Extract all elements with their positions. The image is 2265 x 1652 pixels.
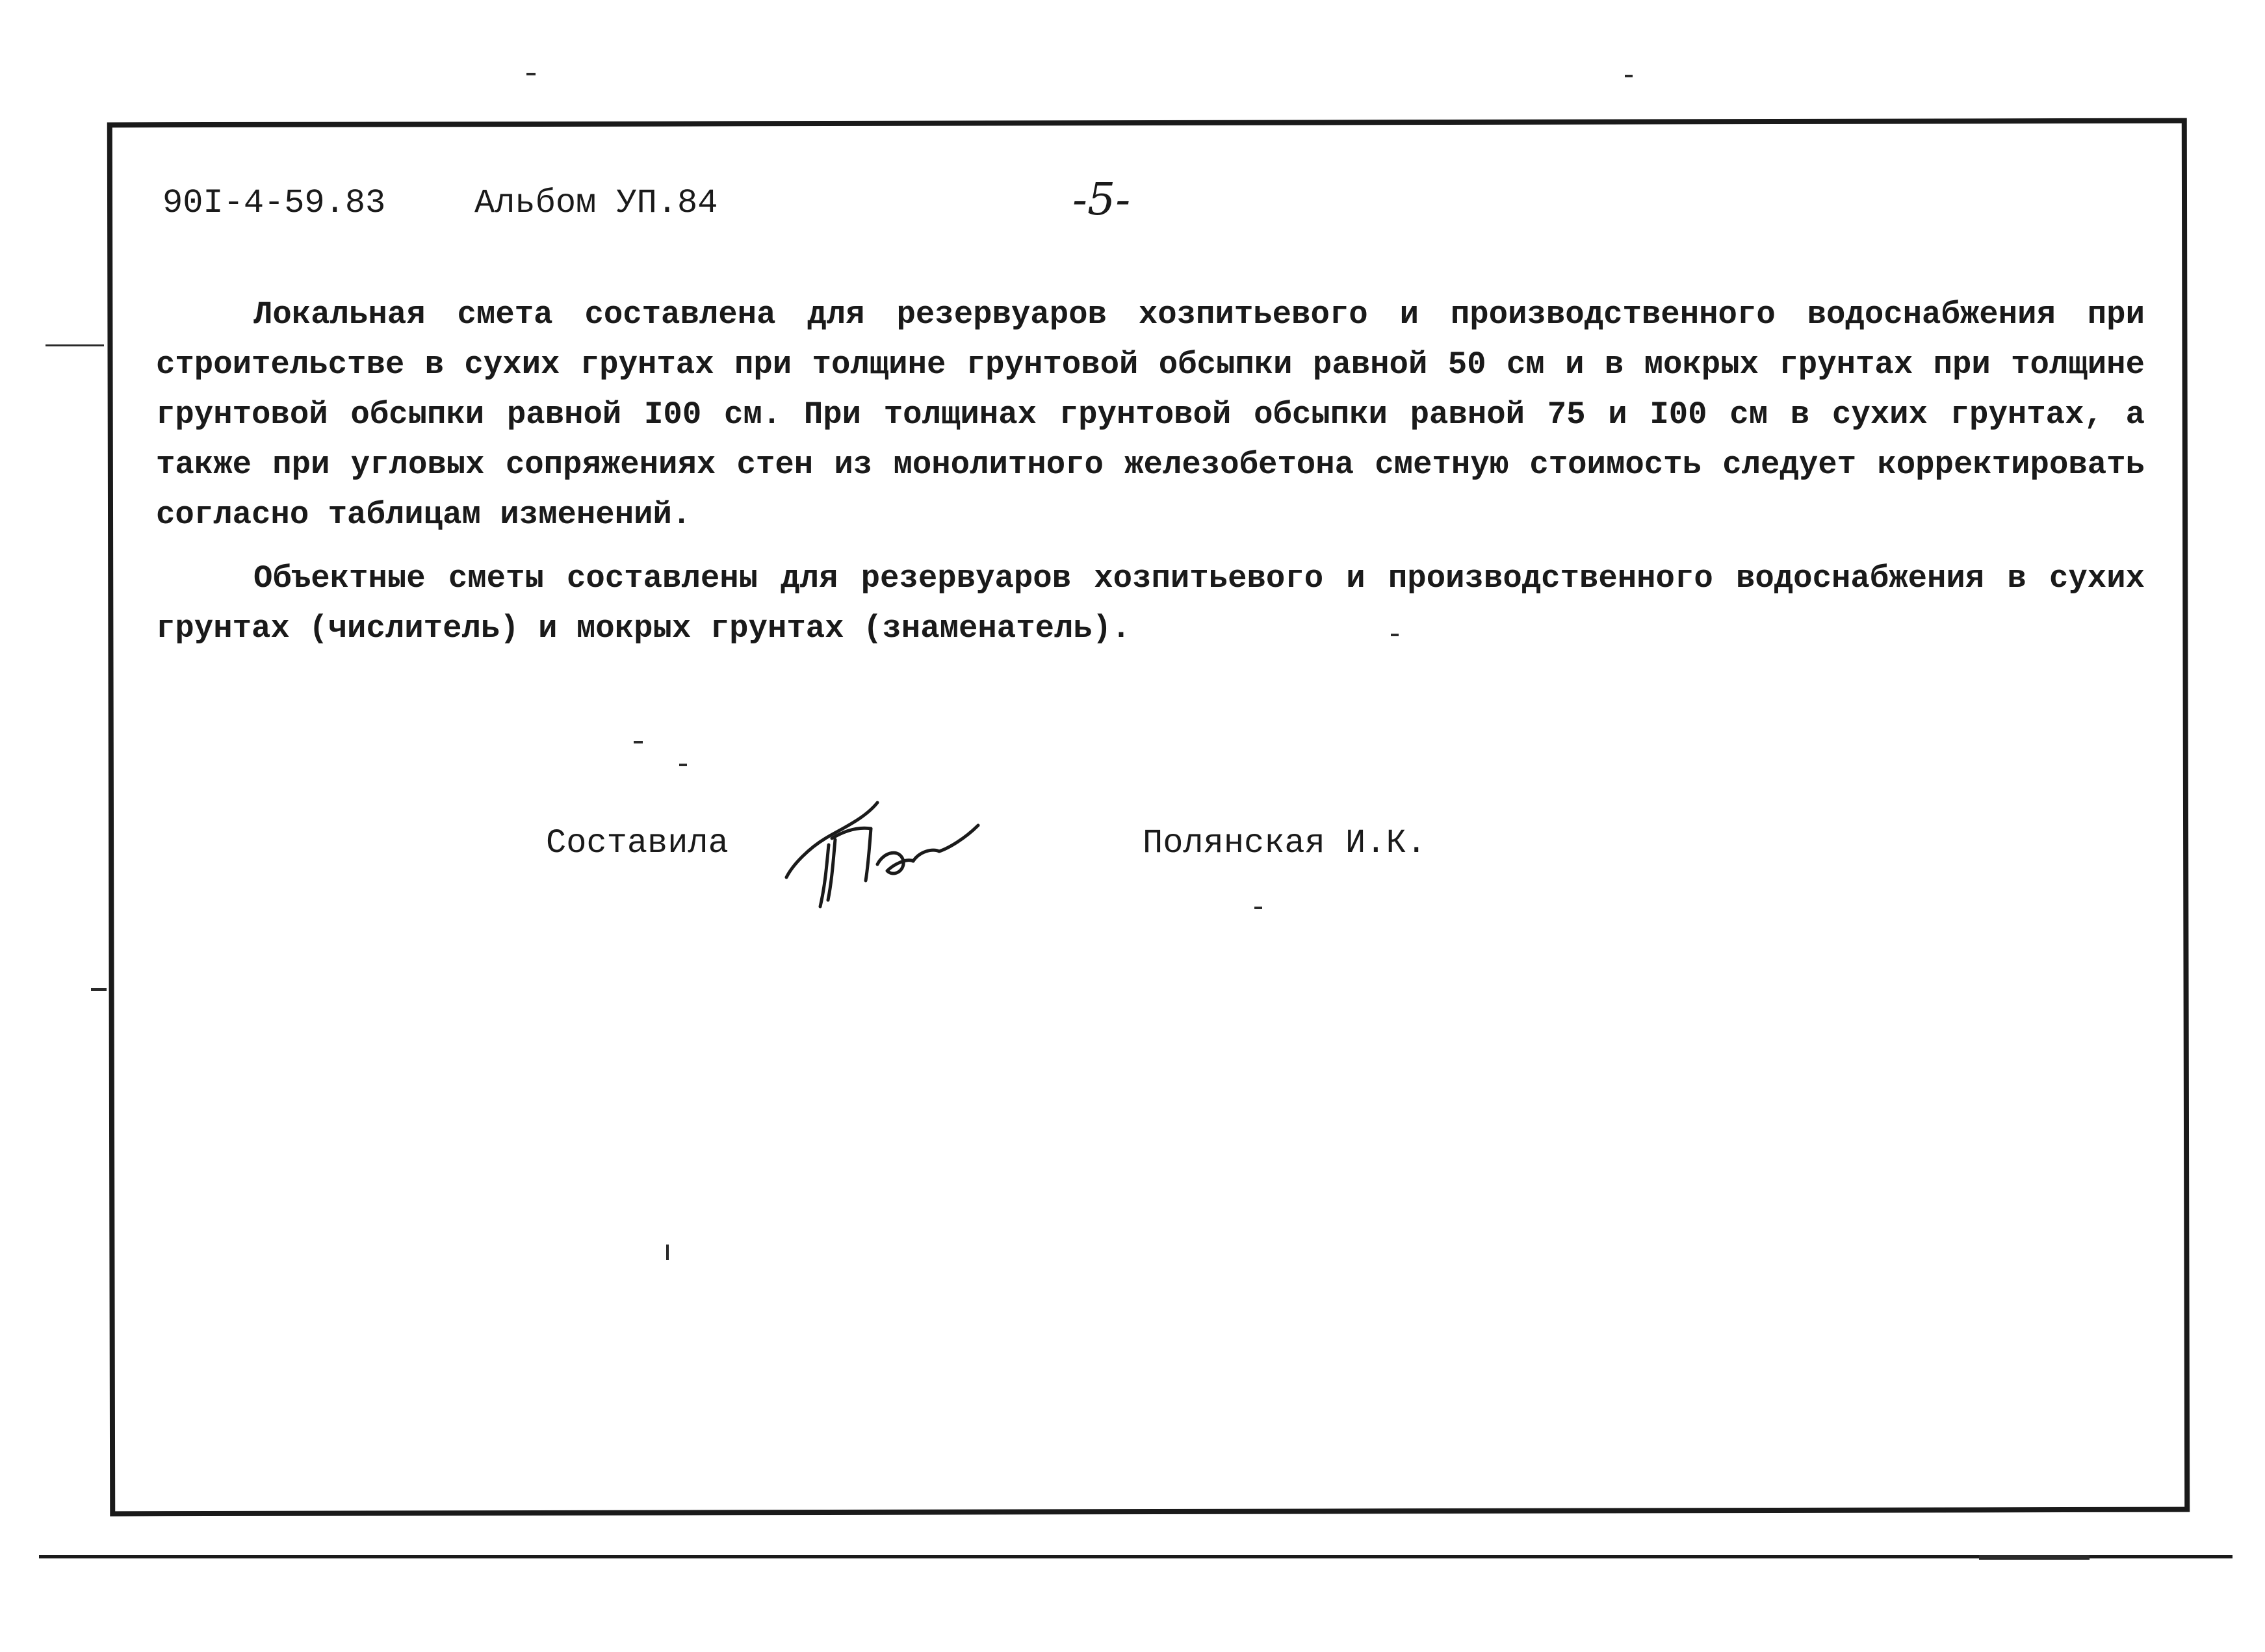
page-number: -5- xyxy=(1072,174,1131,226)
scan-speck xyxy=(45,344,104,346)
paragraph-object-estimates: Объектные сметы составлены для резервуаров хозпитьевого и производственного водоснабжения в сухих грунтах (числитель) и мокрых грунтах (знаменатель). xyxy=(156,560,2145,647)
document-code: 90I-4-59.83 xyxy=(162,184,386,222)
scan-speck xyxy=(526,73,536,75)
bottom-divider xyxy=(39,1555,2233,1558)
scan-speck xyxy=(1391,634,1399,636)
scan-speck xyxy=(634,741,643,743)
scan-speck xyxy=(1254,907,1262,909)
scan-speck xyxy=(666,1245,669,1260)
scan-speck xyxy=(1625,75,1633,77)
scan-speck xyxy=(1979,1555,2090,1560)
signatory-name: Полянская И.К. xyxy=(1143,824,1427,862)
signature-label: Составила xyxy=(546,824,729,862)
scan-speck xyxy=(679,764,687,766)
scan-speck xyxy=(91,988,107,991)
handwritten-signature xyxy=(780,767,988,916)
album-label: Альбом УП.84 xyxy=(474,184,718,222)
paragraph-local-estimate: Локальная смета составлена для резервуаров хозпитьевого и производственного водоснабжения при строительстве в сухих грунтах при толщине грунтовой обсыпки равной 50 см и в мокрых грунтах при толщине грунтовой обсыпки равной I00 см. При толщинах грунтовой обсыпки равной 75 и I00 см в сухих грунтах, а также при угловых сопряжениях стен из монолитного железобетона сметную стоимость следует корректировать согласно таблицам изменений. xyxy=(156,296,2145,533)
